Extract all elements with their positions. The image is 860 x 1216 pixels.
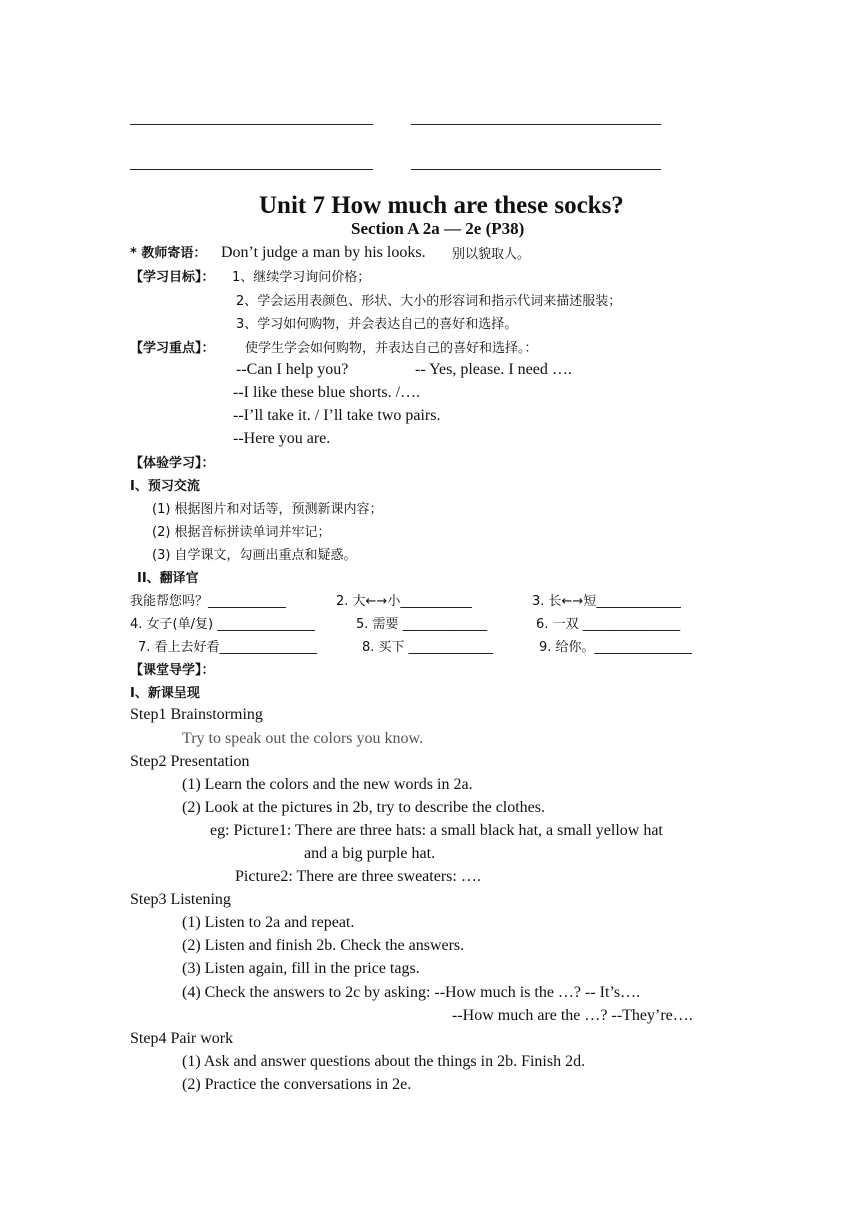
blank-line — [130, 124, 373, 125]
step3-item: (2) Listen and finish 2b. Check the answers. — [182, 937, 465, 954]
preview-item: (3) 自学课文，勾画出重点和疑惑。 — [152, 548, 357, 563]
keypoints-label: 【学习重点】： — [130, 341, 215, 356]
step4-item: (2) Practice the conversations in 2e. — [182, 1076, 412, 1093]
step1-text: Try to speak out the colors you know. — [182, 730, 424, 747]
blank-line — [411, 124, 661, 125]
objective-item: 1、继续学习询问价格； — [232, 270, 371, 285]
page-title: Unit 7 How much are these socks? — [259, 192, 624, 219]
keypoints-intro: 使学生学会如何购物，并表达自己的喜好和选择。： — [245, 341, 538, 356]
preview-item: (1) 根据图片和对话等，预测新课内容； — [152, 502, 383, 517]
translate-cell: 7. 看上去好看_______________ — [138, 640, 318, 655]
step4-item: (1) Ask and answer questions about the things in 2b. Finish 2d. — [182, 1053, 586, 1070]
step2-item: (1) Learn the colors and the new words in 2a. — [182, 776, 473, 793]
step2-example: eg: Picture1: There are three hats: a small black hat, a small yellow hat — [210, 822, 663, 839]
step3-heading: Step3 Listening — [130, 891, 231, 908]
objective-item: 2、学会运用表颜色、形状、大小的形容词和指示代词来描述服装； — [236, 294, 622, 309]
experience-label: 【体验学习】： — [130, 456, 215, 471]
keypoint-line: --I like these blue shorts. /…. — [233, 384, 421, 401]
step1-heading: Step1 Brainstorming — [130, 706, 263, 723]
step4-heading: Step4 Pair work — [130, 1030, 234, 1047]
step3-item: (3) Listen again, fill in the price tags. — [182, 960, 420, 977]
blank-line — [130, 169, 373, 170]
translate-cell: 2. 大←→小___________ — [336, 594, 472, 609]
preview-heading: I、预习交流 — [130, 479, 200, 494]
step3-item: (4) Check the answers to 2c by asking: --How much is the …? -- It’s…. — [182, 984, 641, 1001]
translate-cell: 8. 买下 _____________ — [362, 640, 494, 655]
step3-item: (1) Listen to 2a and repeat. — [182, 914, 355, 931]
step2-example: Picture2: There are three sweaters: …. — [235, 868, 481, 885]
translate-cell: 我能帮您吗？____________ — [130, 594, 287, 609]
keypoint-line: --I’ll take it. / I’ll take two pairs. — [233, 407, 441, 424]
translate-cell: 3. 长←→短_____________ — [532, 594, 681, 609]
preview-item: (2) 根据音标拼读单词并牢记； — [152, 525, 331, 540]
new-lesson-heading: I、新课呈现 — [130, 686, 200, 701]
translate-cell: 4. 女子(单/复) _______________ — [130, 617, 315, 632]
motto-label: * 教师寄语： — [130, 246, 207, 261]
keypoint-line: --Here you are. — [233, 430, 331, 447]
keypoint-line: -- Yes, please. I need …. — [415, 361, 572, 378]
translate-cell: 9. 给你。_______________ — [539, 640, 693, 655]
section-subtitle: Section A 2a — 2e (P38) — [351, 219, 525, 238]
objectives-label: 【学习目标】： — [130, 270, 215, 285]
step2-item: (2) Look at the pictures in 2b, try to describe the clothes. — [182, 799, 546, 816]
translate-heading: II、翻译官 — [137, 571, 199, 586]
objective-item: 3、学习如何购物，并会表达自己的喜好和选择。 — [236, 317, 518, 332]
motto-english: Don’t judge a man by his looks. — [221, 244, 426, 261]
motto-chinese: 别以貌取人。 — [452, 247, 531, 262]
step2-example: and a big purple hat. — [304, 845, 436, 862]
step2-heading: Step2 Presentation — [130, 753, 250, 770]
step3-item: --How much are the …? --They’re…. — [452, 1007, 693, 1024]
classroom-label: 【课堂导学】： — [130, 663, 215, 678]
keypoint-line: --Can I help you? — [236, 361, 349, 378]
blank-line — [411, 169, 661, 170]
translate-cell: 6. 一双 _______________ — [536, 617, 681, 632]
translate-cell: 5. 需要 _____________ — [356, 617, 488, 632]
